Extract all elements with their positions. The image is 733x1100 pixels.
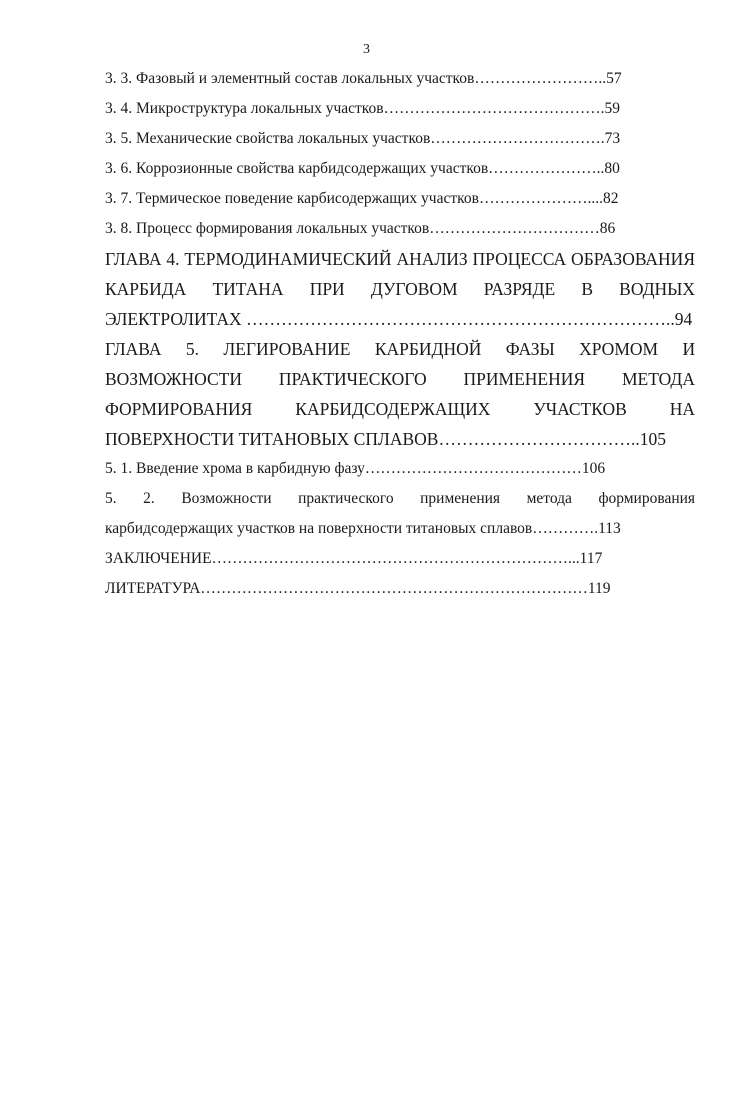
toc-chapter-5-line-4: ПОВЕРХНОСТИ ТИТАНОВЫХ СПЛАВОВ……………………………..105 xyxy=(105,429,666,449)
toc-chapter-4-line-2 xyxy=(105,274,695,304)
word: метода xyxy=(526,490,572,507)
word: УЧАСТКОВ xyxy=(533,399,627,419)
toc-entry-5-2-line-1 xyxy=(105,484,695,514)
word: ДУГОВОМ xyxy=(370,279,458,299)
toc-entry-3-6: 3. 6. Коррозионные свойства карбидсодержащих участков…………………..80 xyxy=(105,160,620,177)
page-number: 3 xyxy=(363,42,370,57)
toc-entry-3-5: 3. 5. Механические свойства локальных участков…………………………….73 xyxy=(105,130,621,147)
word: 2. xyxy=(143,490,155,507)
word: ТИТАНА xyxy=(212,279,284,299)
word: ГЛАВА xyxy=(105,339,162,359)
toc-entry-5-1: 5. 1. Введение хрома в карбидную фазу……………………………………106 xyxy=(105,460,606,477)
toc-chapter-5-line-1 xyxy=(105,334,695,364)
word: КАРБИДСОДЕРЖАЩИХ xyxy=(295,399,491,419)
toc-chapter-5-line-2 xyxy=(105,364,695,394)
word: ЛЕГИРОВАНИЕ xyxy=(223,339,351,359)
toc-entry-3-7: 3. 7. Термическое поведение карбисодержащих участков…………………....82 xyxy=(105,190,619,207)
word: ВОЗМОЖНОСТИ xyxy=(105,369,243,389)
toc-entry-5-2-line-2: карбидсодержащих участков на поверхности титановых сплавов………….113 xyxy=(105,520,621,537)
word: ФАЗЫ xyxy=(505,339,555,359)
toc-chapter-4-line-3: ЭЛЕКТРОЛИТАХ ………………………………………………………………..94 xyxy=(105,309,693,329)
word: 5. xyxy=(185,339,200,359)
word: В xyxy=(581,279,593,299)
word: ПРИ xyxy=(309,279,345,299)
toc-entry-3-3: 3. 3. Фазовый и элементный состав локальных участков……………………..57 xyxy=(105,70,622,87)
word: КАРБИДА xyxy=(105,279,187,299)
word: 5. xyxy=(105,490,117,507)
word: формирования xyxy=(598,490,695,507)
word: КАРБИДНОЙ xyxy=(374,339,482,359)
word: практического xyxy=(298,490,394,507)
toc-entry-references: ЛИТЕРАТУРА…………………………………………………………………119 xyxy=(105,580,611,597)
word: ФОРМИРОВАНИЯ xyxy=(105,399,253,419)
word: НА xyxy=(669,399,695,419)
word: ВОДНЫХ xyxy=(619,279,695,299)
word: И xyxy=(682,339,695,359)
toc-chapter-4-line-1: ГЛАВА 4. ТЕРМОДИНАМИЧЕСКИЙ АНАЛИЗ ПРОЦЕССА ОБРАЗОВАНИЯ xyxy=(105,249,695,269)
toc-chapter-5-line-3 xyxy=(105,394,695,424)
word: РАЗРЯДЕ xyxy=(483,279,556,299)
table-of-contents xyxy=(105,64,695,604)
word: МЕТОДА xyxy=(621,369,695,389)
word: ПРИМЕНЕНИЯ xyxy=(463,369,586,389)
toc-entry-3-4: 3. 4. Микроструктура локальных участков…………………………………….59 xyxy=(105,100,620,117)
word: Возможности xyxy=(181,490,272,507)
toc-entry-3-8: 3. 8. Процесс формирования локальных участков……………………………86 xyxy=(105,220,616,237)
toc-entry-conclusion: ЗАКЛЮЧЕНИЕ……………………………………………………………...117 xyxy=(105,550,603,567)
word: ХРОМОМ xyxy=(579,339,659,359)
word: ПРАКТИЧЕСКОГО xyxy=(278,369,427,389)
word: применения xyxy=(420,490,501,507)
